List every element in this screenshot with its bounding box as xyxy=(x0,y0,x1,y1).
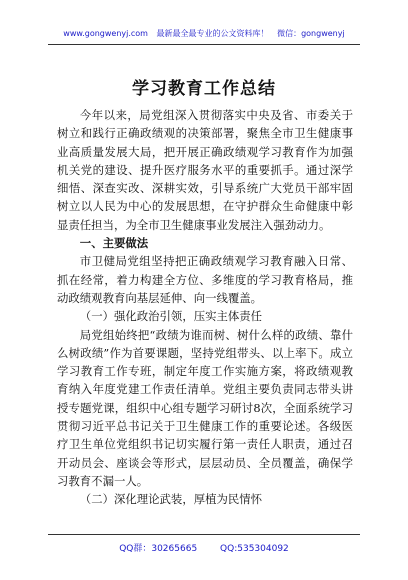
qq-number: QQ:535304092 xyxy=(220,544,289,554)
intro-paragraph: 今年以来，局党组深入贯彻落实中央及省、市委关于树立和践行正确政绩观的决策部署，聚焦全市卫生健康事业高质量发展大局，把开展正确政绩观学习教育作为加强机关党的建设、提升医疗服务水平的重要抓手。通过深学细悟、深查实改、深耕实效，引导系统广大党员干部牢固树立以人民为中心的发展思想，在守护群众生命健康中彰显责任担当，为全市卫生健康事业发展注入强劲动力。 xyxy=(57,108,353,232)
footer-contact xyxy=(0,541,408,554)
site-slogan: 最新最全最专业的公文资料库！ xyxy=(156,29,269,38)
wechat-id: 微信：gongwenyj xyxy=(277,29,345,38)
qq-group: QQ群：30265665 xyxy=(119,544,198,554)
subsection-paragraph-1: 局党组始终把“政绩为谁而树、树什么样的政绩、靠什么树政绩”作为首要课题，坚持党组带头、以上率下。成立学习教育工作专班，制定年度工作实施方案，将政绩观教育纳入年度党建工作责任清单。党组主要负责同志带头讲授专题党课，组织中心组专题学习研讨8次，全面系统学习贯彻习近平总书记关于卫生健康工作的重要论述。各级医疗卫生单位党组织书记切实履行第一责任人职责，通过召开动员会、座谈会等形式，层层动员、全员覆盖，确保学习教育不漏一人。 xyxy=(57,327,353,488)
footer-divider xyxy=(48,534,360,535)
section-intro-paragraph: 市卫健局党组坚持把正确政绩观学习教育融入日常、抓在经常，着力构建全方位、多维度的学习教育格局，推动政绩观教育向基层延伸、向一线覆盖。 xyxy=(57,254,353,305)
header-divider xyxy=(48,44,360,45)
subsection-heading-2: （二）深化理论武装，厚植为民情怀 xyxy=(79,492,263,507)
document-title: 学习教育工作总结 xyxy=(132,79,276,99)
section-heading: 一、主要做法 xyxy=(79,236,149,251)
site-url[interactable]: www.gongwenyj.com xyxy=(63,29,148,38)
document-body xyxy=(57,106,353,509)
header-banner xyxy=(0,28,408,39)
subsection-heading-1: （一）强化政治引领，压实主体责任 xyxy=(79,309,263,324)
